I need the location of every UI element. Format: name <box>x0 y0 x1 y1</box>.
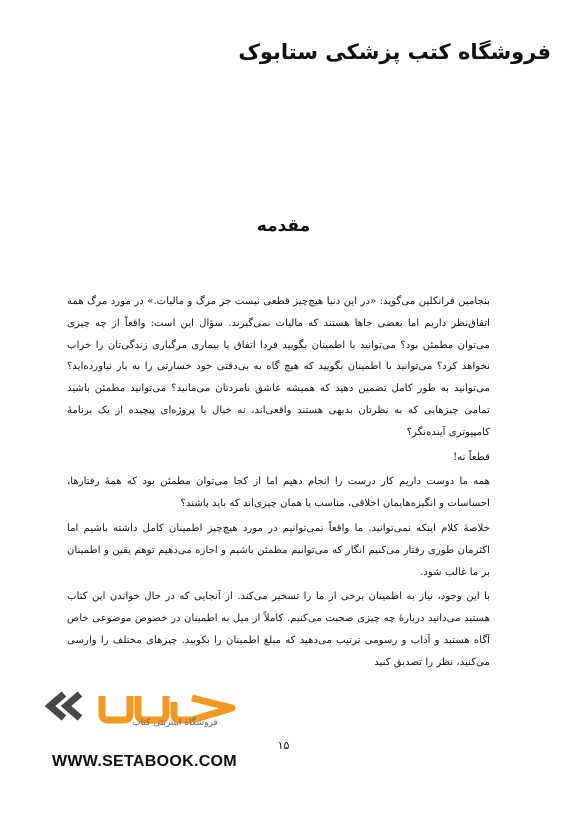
paragraph-5: با این وجود، نیاز به اطمینان برخی از ما را تسخیر می‌کند. از آنجایی که در حال خواندن این کتاب هستید می‌دانید دربارهٔ چه چیزی صحبت می‌کنیم. کاملاً از میل به اطمینان در خصوص موضوعی خاص آگاه هستید و آداب و رسومی ترتیب می‌دهید که مبلغ اطمینان را بکوبید. چیزهای مختلف را وارسی می‌کنید، نظر را تصدیق کنید <box>67 591 490 668</box>
logo-tagline: فروشگاه اینترنتی کتاب <box>132 718 218 728</box>
page-number: ۱۵ <box>277 739 290 752</box>
paragraph-3: همه ما دوست داریم کار درست را انجام دهیم اما از کجا می‌توان مطمئن بود که همهٔ رفتارها، احساسات و انگیزه‌هایمان اخلاقی، مناسب یا همان چیزی‌اند که باید باشند؟ <box>67 476 490 510</box>
paragraph-2: قطعاً نه! <box>453 451 490 463</box>
store-title: فروشگاه کتب پزشکی ستابوک <box>238 40 551 64</box>
site-url: WWW.SETABOOK.COM <box>52 753 237 770</box>
paragraph-4: خلاصهٔ کلام اینکه نمی‌توانید. ما واقعاً نمی‌توانیم در مورد هیچ‌چیز اطمینان کامل داشته باشیم اما اکثرمان طوری رفتار می‌کنیم انگار که می‌توانیم مطمئن باشیم و اجازه می‌دهیم توهم یقین و اطمینان بر ما غالب شود. <box>67 522 490 578</box>
setabook-logo <box>42 688 252 738</box>
chapter-title: مقدمه <box>256 216 311 236</box>
chapter-body <box>67 291 490 677</box>
paragraph-1: بنجامین فرانکلین می‌گوید: «در این دنیا هیچ‌چیز قطعی نیست جز مرگ و مالیات.» در مورد مرگ همه اتفاق‌نظر داریم اما بعضی جاها هستند که مالیات نمی‌گیرند. سؤال این است: واقعاً از چه چیزی می‌توان مطمئن بود؟ می‌توانید با اطمینان بگویید فردا اتفاق یا بیماری مرگباری زندگی‌تان را خراب نخواهد کرد؟ می‌توانید با اطمینان بگویید که هیچ گاه به بی‌دقتی خود خسارتی را به بار نیاورده‌اید؟ می‌توانید به طور کامل تضمین دهید که همیشه عاشق نامزدتان می‌مانید؟ می‌توانید مطمئن باشید تمامی چیزهایی که به نظرتان بدیهی هستند واقعی‌اند، نه خیال یا پروژه‌ای پیچیده از یک برنامهٔ کامپیوتری آینده‌نگر؟ <box>67 296 490 438</box>
